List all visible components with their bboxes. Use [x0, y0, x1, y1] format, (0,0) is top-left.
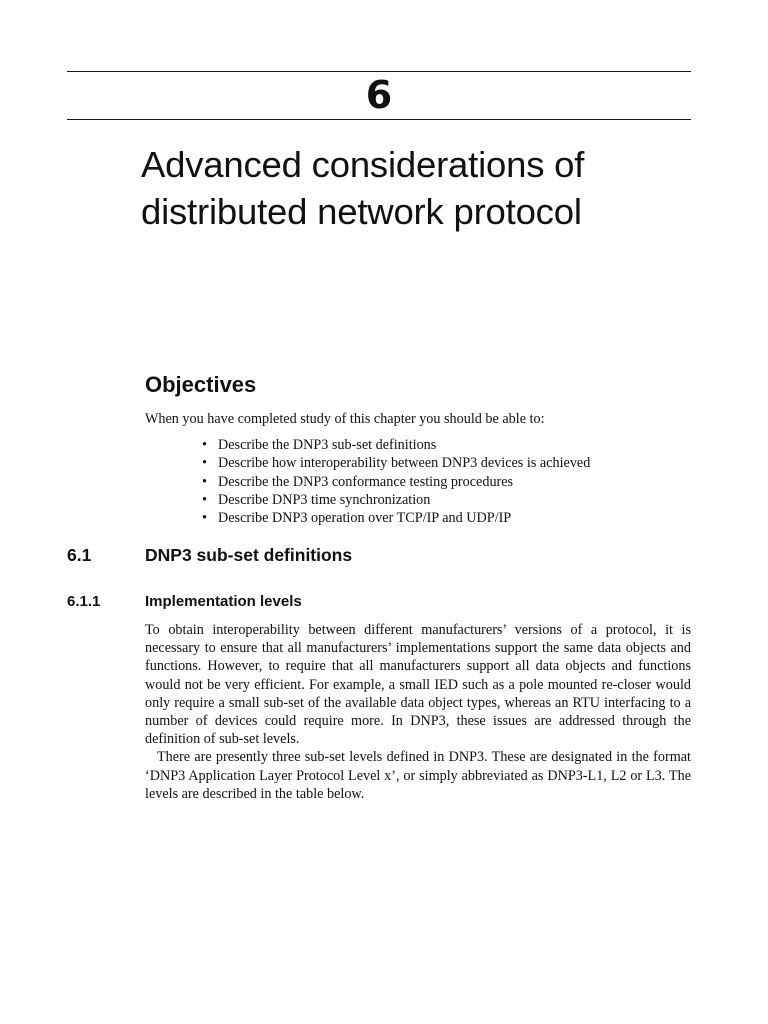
subsection-number: 6.1.1 — [67, 593, 101, 610]
section-title: DNP3 sub-set definitions — [145, 545, 353, 565]
chapter-title-line-2: distributed network protocol — [141, 191, 582, 232]
bottom-rule — [67, 119, 691, 120]
chapter-title-line-1: Advanced considerations of — [141, 144, 585, 185]
bullet-icon: • — [202, 437, 207, 453]
bullet-icon: • — [202, 510, 207, 527]
objective-item — [202, 436, 590, 454]
body-text — [145, 621, 691, 803]
objective-text: Describe how interoperability between DNP3 devices is achieved — [218, 455, 591, 472]
objective-item — [202, 473, 590, 491]
bullet-icon: • — [202, 473, 207, 490]
objectives-intro: When you have completed study of this chapter you should be able to: — [145, 411, 545, 427]
objectives-list — [202, 436, 590, 527]
objective-text: Describe DNP3 time synchronization — [218, 491, 431, 508]
chapter-title — [141, 141, 701, 235]
objective-text: Describe the DNP3 conformance testing procedures — [218, 473, 514, 490]
body-paragraph-2: There are presently three sub-set levels defined in DNP3. These are designated in the format ‘DNP3 Application Layer Protocol Level x’, or simply abbreviated as DNP3-L1, L2 or L3. The levels are described in the table below. — [145, 749, 691, 802]
objective-text: Describe the DNP3 sub-set definitions — [218, 437, 437, 453]
objective-item — [202, 509, 590, 527]
chapter-number: 6 — [365, 73, 393, 117]
objectives-heading: Objectives — [145, 372, 257, 397]
objective-text: Describe DNP3 operation over TCP/IP and UDP/IP — [218, 510, 512, 527]
bullet-icon: • — [202, 491, 207, 508]
objective-item — [202, 454, 590, 472]
objective-item — [202, 491, 590, 509]
bullet-icon: • — [202, 455, 207, 472]
section-number: 6.1 — [67, 545, 92, 565]
body-paragraph-1: To obtain interoperability between different manufacturers’ versions of a protocol, it is necessary to ensure that all manufacturers’ implementations support the same data objects and functions. However, to require that all manufacturers support all data objects and functions would not be very efficient. For example, a small IED such as a pole mounted re-closer would only require a small sub-set of the available data object types, whereas an RTU interfacing to a number of devices could require more. In DNP3, these issues are addressed through the definition of sub-set levels. — [145, 622, 691, 748]
subsection-title: Implementation levels — [145, 593, 302, 610]
